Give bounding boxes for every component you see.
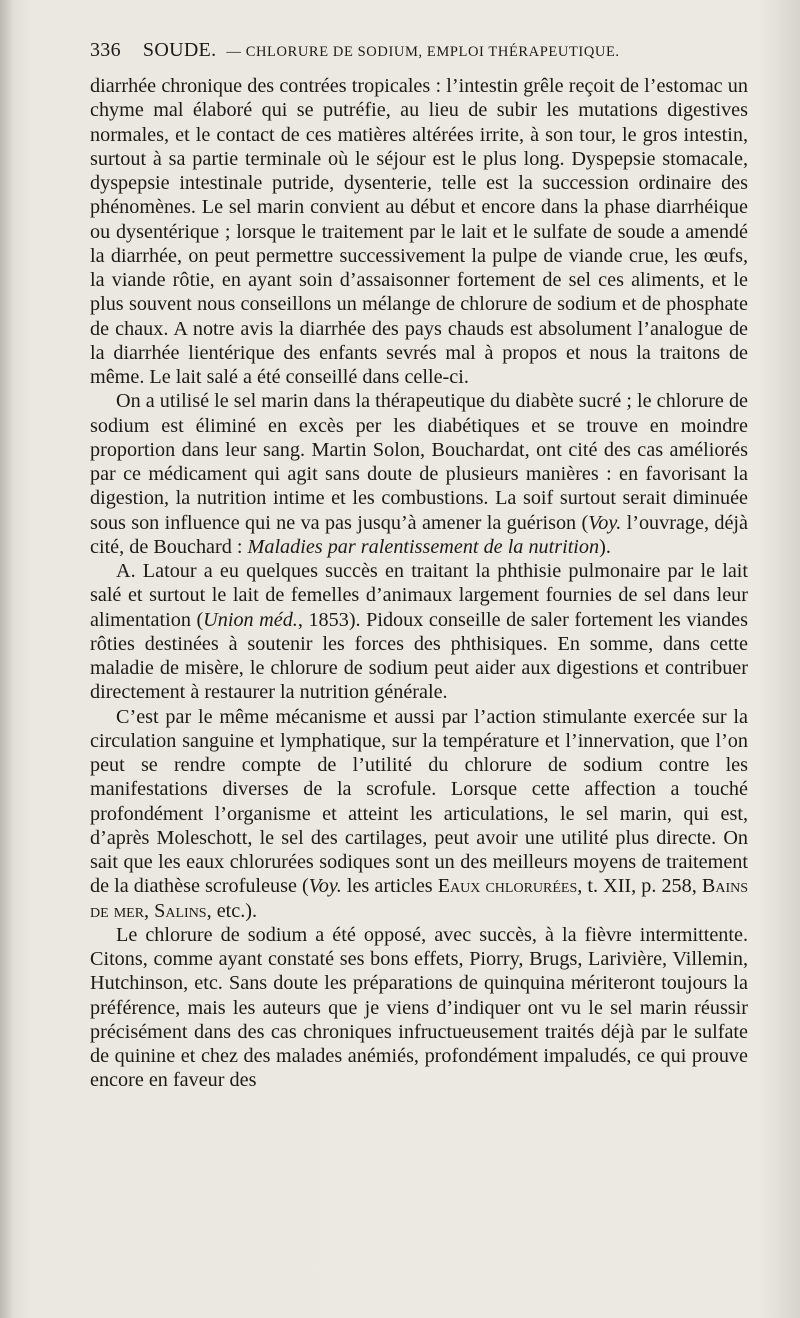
small-caps-text: Bains de mer bbox=[90, 875, 749, 922]
small-caps-text: Eaux chlorurées bbox=[437, 875, 578, 898]
text-run: , 1853). Pidoux conseille de saler fortement les viandes rôties destinées à soutenir les forces des phthisiques. En somme, dans cette maladie de misère, le chlorure de sodium peut aider aux digestions et contribuer directement à restaurer la nutrition générale. bbox=[90, 608, 748, 704]
page-number: 336 bbox=[90, 39, 121, 61]
text-run: ). bbox=[599, 535, 611, 558]
italic-text: Maladies par ralentissement de la nutrition bbox=[247, 535, 600, 558]
running-header bbox=[90, 38, 748, 64]
text-run: C’est par le même mécanisme et aussi par l’action stimulante exercée sur la circulation sanguine et lymphatique, sur la température et l’innervation, que l’on peut se rendre compte de l’utilité du chlorure de sodium contre les manifestations diverses de la scrofule. Lorsque cette affection a touché profondément l’organisme et atteint les articulations, le sel marin, qui est, d’après Moleschott, le sel des cartilages, peut avoir une utilité plus directe. On sait que les eaux chlorurées sodiques sont un des meilleurs moyens de traitement de la diathèse scrofuleuse ( bbox=[90, 705, 748, 898]
italic-text: Voy. bbox=[588, 511, 622, 534]
text-run: , etc.). bbox=[206, 899, 258, 922]
paragraph bbox=[90, 923, 748, 1093]
text-run: Le chlorure de sodium a été opposé, avec succès, à la fièvre intermittente. Citons, comme ayant constaté ses bons effets, Piorry, Brugs, Larivière, Villemin, Hutchinson, etc. Sans doute les préparations de quinquina mériteront toujours la préférence, mais les auteurs que je viens d’indiquer ont vu le sel marin réussir précisément dans des cas chroniques infructueusement traités déjà par le sulfate de quinine et chez des malades anémiés, profondément impaludés, ce qui prouve encore en faveur des bbox=[90, 923, 748, 1092]
page-gutter bbox=[0, 0, 14, 1318]
text-run: On a utilisé le sel marin dans la thérapeutique du diabète sucré ; le chlorure de sodium est éliminé en excès per les diabétiques et se trouve en moindre proportion dans leur sang. Martin Solon, Bouchardat, ont cité des cas améliorés par ce médicament qui agit sans doute de plusieurs manières : en favorisant la digestion, la nutrition intime et les combustions. La soif surtout serait diminuée sous son influence qui ne va pas jusqu’à amener la guérison ( bbox=[90, 390, 748, 534]
paragraph bbox=[90, 389, 748, 559]
paragraph bbox=[90, 74, 748, 389]
italic-text: Voy. bbox=[308, 875, 342, 898]
running-head-subtitle: — CHLORURE DE SODIUM, EMPLOI THÉRAPEUTIQUE. bbox=[226, 44, 620, 60]
body-text bbox=[90, 74, 748, 1093]
small-caps-text: Salins bbox=[154, 899, 207, 922]
text-run: les articles bbox=[341, 875, 438, 898]
text-run: diarrhée chronique des contrées tropicales : l’intestin grêle reçoit de l’estomac un chyme mal élaboré qui se putréfie, au lieu de subir les mutations digestives normales, et le contact de ces matières altérées irrite, à son tour, le gros intestin, surtout à sa partie terminale où le séjour est le plus long. Dyspepsie stomacale, dyspepsie intestinale putride, dysenterie, telle est la succession ordinaire des phénomènes. Le sel marin convient au début et encore dans la phase diarrhéique ou dysentérique ; lorsque le traitement par le lait et le sulfate de soude a amendé la diarrhée, on peut permettre successivement la pulpe de viande crue, les œufs, la viande rôtie, en ayant soin d’assaisonner fortement de sel ces aliments, et le plus souvent nous conseillons un mélange de chlorure de sodium et de phosphate de chaux. A notre avis la diarrhée des pays chauds est absolument l’analogue de la diarrhée lientérique des enfants sevrés mal à propos et nous la traitons de même. Le lait salé a été conseillé dans celle-ci. bbox=[90, 75, 748, 388]
paragraph bbox=[90, 559, 748, 705]
running-head-title: SOUDE. bbox=[142, 39, 217, 61]
paragraph bbox=[90, 705, 748, 923]
text-run: l’ouvrage, déjà cité, de Bouchard : bbox=[90, 511, 748, 558]
text-run: , bbox=[144, 899, 155, 922]
text-run: , t. XII, p. 258, bbox=[577, 875, 702, 898]
text-run: A. Latour a eu quelques succès en traitant la phthisie pulmonaire par le lait salé et surtout le lait de femelles d’animaux largement fournies de sel dans leur alimentation ( bbox=[90, 560, 748, 631]
italic-text: Union méd. bbox=[203, 608, 298, 631]
